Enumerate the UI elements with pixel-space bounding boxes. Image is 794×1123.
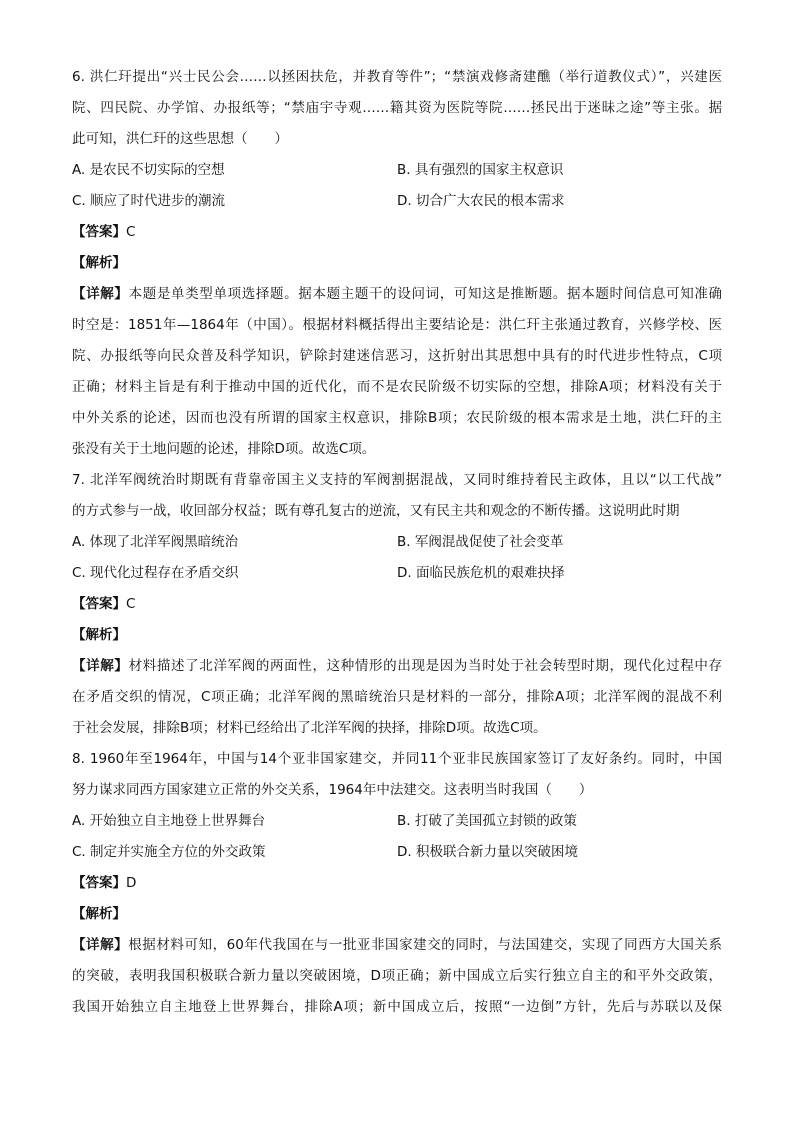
option-row: [72, 186, 722, 217]
option-a: A. 体现了北洋军阀黑暗统治: [72, 534, 239, 550]
detail-line: 的突破，表明我国积极联合新力量以突破困境，D项正确；新中国成立后实行独立自主的和平外交政策，: [72, 968, 722, 984]
option-row: [72, 558, 722, 589]
analysis-line: [72, 899, 722, 930]
detail-paragraph: [72, 651, 722, 744]
option-row: [72, 527, 722, 558]
question-7: [72, 465, 722, 744]
question-8: [72, 744, 722, 1023]
answer-tag: 【答案】: [72, 224, 126, 240]
detail-paragraph: [72, 279, 722, 465]
stem-line: 6. 洪仁玕提出“兴士民公会……以拯困扶危，并教育等件”；“禁演戏修斋建醮（举行道教仪式）”，兴建医: [72, 69, 722, 85]
option-d: D. 切合广大农民的根本需求: [397, 193, 565, 209]
option-d: D. 面临民族危机的艰难抉择: [397, 565, 565, 581]
stem-line: 努力谋求同西方国家建立正常的外交关系，1964年中法建交。这表明当时我国（ ）: [72, 782, 593, 798]
option-c: C. 现代化过程存在矛盾交织: [72, 565, 239, 581]
option-d: D. 积极联合新力量以突破困境: [397, 844, 578, 860]
option-row: [72, 806, 722, 837]
analysis-tag: 【解析】: [72, 627, 126, 643]
analysis-line: [72, 620, 722, 651]
detail-line: 时空是：1851年—1864年（中国）。根据材料概括得出主要结论是：洪仁玕主张通过教育，兴修学校、医: [72, 317, 722, 333]
stem-line: 的方式参与一战，收回部分权益；既有尊孔复古的逆流，又有民主共和观念的不断传播。这说明此时期: [72, 503, 680, 519]
answer-tag: 【答案】: [72, 596, 126, 612]
answer-line: [72, 589, 722, 620]
option-a: A. 是农民不切实际的空想: [72, 162, 225, 178]
stem-line: 院、四民院、办学馆、办报纸等；“禁庙宇寺观……籍其资为医院等院……拯民出于迷昧之途”等主张。据: [72, 100, 722, 116]
question-stem: [72, 465, 722, 527]
answer-line: [72, 868, 722, 899]
answer-tag: 【答案】: [72, 875, 126, 891]
option-row: [72, 837, 722, 868]
option-b: B. 军阀混战促使了社会变革: [397, 534, 564, 550]
stem-line: 此可知，洪仁玕的这些思想（ ）: [72, 131, 288, 147]
answer-line: [72, 217, 722, 248]
option-c: C. 顺应了时代进步的潮流: [72, 193, 226, 209]
detail-line: 院、办报纸等向民众普及科学知识，铲除封建迷信恶习，这折射出其思想中具有的时代进步性特点，C项: [72, 348, 722, 364]
detail-line: 张没有关于土地问题的论述，排除D项。故选C项。: [72, 441, 376, 457]
document-page: [72, 62, 722, 1023]
detail-text: 材料描述了北洋军阀的两面性，这种情形的出现是因为当时处于社会转型时期，现代化过程中存: [128, 658, 722, 674]
question-stem: [72, 62, 722, 155]
analysis-tag: 【解析】: [72, 906, 126, 922]
detail-line: [72, 279, 722, 310]
question-stem: [72, 744, 722, 806]
option-a: A. 开始独立自主地登上世界舞台: [72, 813, 266, 829]
detail-line: 在矛盾交织的情况，C项正确；北洋军阀的黑暗统治只是材料的一部分，排除A项；北洋军阀的混战不利: [72, 689, 722, 705]
detail-tag: 【详解】: [72, 937, 129, 953]
analysis-line: [72, 248, 722, 279]
detail-tag: 【详解】: [72, 658, 129, 674]
question-6: [72, 62, 722, 465]
option-row: [72, 155, 722, 186]
option-b: B. 具有强烈的国家主权意识: [397, 162, 564, 178]
answer-value: C: [126, 596, 136, 612]
detail-line: 我国开始独立自主地登上世界舞台，排除A项；新中国成立后，按照“一边倒”方针，先后与苏联以及保: [72, 999, 722, 1015]
detail-text: 根据材料可知，60年代我国在与一批亚非国家建交的同时，与法国建交，实现了同西方大国关系: [128, 937, 722, 953]
detail-line: 于社会发展，排除B项；材料已经给出了北洋军阀的抉择，排除D项。故选C项。: [72, 720, 547, 736]
stem-line: 8. 1960年至1964年，中国与14个亚非国家建交，并同11个亚非民族国家签订了友好条约。同时，中国: [72, 751, 722, 767]
option-b: B. 打破了美国孤立封锁的政策: [397, 813, 577, 829]
option-c: C. 制定并实施全方位的外交政策: [72, 844, 266, 860]
detail-tag: 【详解】: [72, 286, 129, 302]
detail-text: 本题是单类型单项选择题。据本题主题干的设问词，可知这是推断题。据本题时间信息可知准确: [128, 286, 722, 302]
analysis-tag: 【解析】: [72, 255, 126, 271]
detail-line: 正确；材料主旨是有利于推动中国的近代化，而不是农民阶级不切实际的空想，排除A项；材料没有关于: [72, 379, 722, 395]
stem-line: 7. 北洋军阀统治时期既有背靠帝国主义支持的军阀割据混战，又同时维持着民主政体，且以“以工代战”: [72, 472, 722, 488]
answer-value: C: [126, 224, 136, 240]
detail-line: 中外关系的论述，因而也没有所谓的国家主权意识，排除B项；农民阶级的根本需求是土地，洪仁玕的主: [72, 410, 722, 426]
detail-paragraph: [72, 930, 722, 1023]
detail-line: [72, 930, 722, 961]
answer-value: D: [126, 875, 137, 891]
detail-line: [72, 651, 722, 682]
